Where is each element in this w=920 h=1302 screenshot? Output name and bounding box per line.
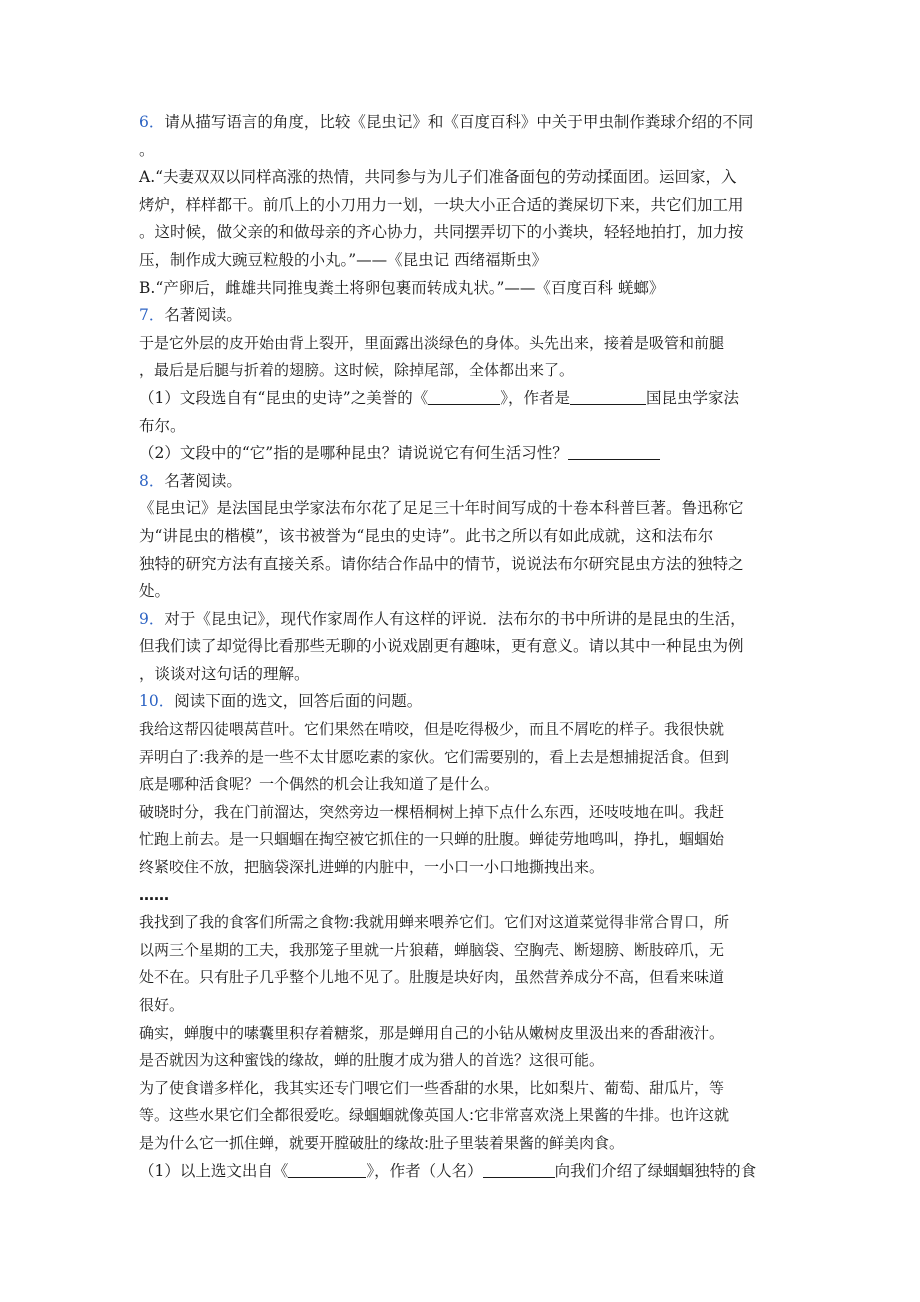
- q7-number: 7．: [139, 306, 165, 325]
- q10-passage-line: 弄明白了:我养的是一些不太甘愿吃素的家伙。它们需要别的，看上去是想捕捉活食。但到: [139, 747, 730, 766]
- q10-passage-line: 很好。: [139, 996, 185, 1014]
- q8-text-line: 独特的研究方法有直接关系。请你结合作品中的情节，说说法布尔研究昆虫方法的独特之: [139, 554, 744, 573]
- q6-option-a-line: 。这时候，做父亲的和做母亲的齐心协力，共同摆弄切下的小粪块，轻轻地拍打，加力按: [139, 223, 744, 242]
- q9-text-line: 但我们读了却觉得比看那些无聊的小说戏剧更有趣味，更有意义。请以其中一种昆虫为例: [139, 637, 744, 656]
- q7-sub2-line: [139, 440, 789, 468]
- q6-option-a-line: 烤炉，样样都干。前爪上的小刀用力一划，一块大小正合适的粪屎切下来，共它们加工用: [139, 195, 744, 214]
- q10-passage-line: 底是哪种活食呢？一个偶然的机会让我知道了是什么。: [139, 775, 500, 794]
- q10-sub1-text-b: 》，作者（人名）: [366, 1161, 483, 1180]
- q10-passage-line: 我给这帮囚徒喂莴苣叶。它们果然在啃咬，但是吃得极少，而且不屑吃的样子。我很快就: [139, 720, 725, 739]
- q7-sub1-text-c: 国昆虫学家法: [645, 388, 739, 407]
- q10-passage-line: 等。这些水果它们全都很爱吃。绿蝈蝈就像英国人:它非常喜欢浇上果酱的牛排。也许这就: [139, 1106, 730, 1125]
- q7-title-line: [139, 302, 789, 330]
- q9-number: 9．: [139, 609, 165, 628]
- worksheet-page: [139, 109, 789, 1185]
- q7-sub2-text: （2）文段中的“它”指的是哪种昆虫？请说说它有何生活习性？: [139, 444, 568, 463]
- q8-text-line: 处。: [139, 582, 171, 601]
- q7-sub2-answer-blank[interactable]: [568, 441, 660, 460]
- q10-sub1-line: [139, 1158, 789, 1186]
- q10-title-line: [139, 688, 789, 716]
- q6-option-b-line: B.“产卵后，雌雄共同推曳粪土将卵包裹而转成丸状。”——《百度百科 蜣螂》: [139, 278, 665, 297]
- q10-title: 阅读下面的选文，回答后面的问题。: [174, 692, 423, 711]
- q9-text-line: ，谈谈对这句话的理解。: [139, 664, 310, 683]
- q7-sub1-text-a: （1）文段选自有“昆虫的史诗”之美誉的《: [139, 388, 429, 407]
- q8-number: 8．: [139, 471, 165, 490]
- q10-sub1-text-a: （1）以上选文出自《: [139, 1161, 289, 1180]
- q7-book-title-blank[interactable]: [428, 386, 500, 405]
- q7-sub1-line-2: 布尔。: [139, 416, 186, 435]
- q6-stem-line-1: [139, 109, 789, 137]
- q10-passage-line: 是否就因为这种蜜饯的缘故，蝉的肚腹才成为猎人的首选？这很可能。: [139, 1051, 605, 1070]
- q8-text-line: 《昆虫记》是法国昆虫学家法布尔花了足足三十年时间写成的十卷本科普巨著。鲁迅称它: [139, 499, 744, 518]
- q10-passage-line: 我找到了我的食客们所需之食物:我就用蝉来喂养它们。它们对这道菜觉得非常合胃口，所: [139, 913, 730, 932]
- q9-text: 对于《昆虫记》，现代作家周作人有这样的评说．法布尔的书中所讲的是昆虫的生活，: [164, 609, 746, 628]
- q10-passage-line: 破晓时分，我在门前溜达，突然旁边一棵梧桐树上掉下点什么东西，还吱吱地在叫。我赶: [139, 802, 725, 821]
- q9-line-1: [139, 606, 789, 634]
- q6-stem-text: 请从描写语言的角度，比较《昆虫记》和《百度百科》中关于甲虫制作粪球介绍的不同: [164, 113, 754, 131]
- q6-option-a-line: A.“夫妻双双以同样高涨的热情，共同参与为儿子们准备面包的劳动揉面团。运回家，入: [139, 168, 737, 187]
- q10-passage-line: 忙跑上前去。是一只蝈蝈在掏空被它抓住的一只蝉的肚腹。蝉徒劳地鸣叫，挣扎，蝈蝈始: [139, 830, 725, 849]
- q10-passage-line: 终紧咬住不放，把脑袋深扎进蝉的内脏中，一小口一小口地撕拽出来。: [139, 858, 605, 877]
- q6-option-a-line: 压，制作成大豌豆粒般的小丸。”——《昆虫记 西绪福斯虫》: [139, 250, 548, 269]
- q7-passage-line: ，最后是后腿与折着的翅膀。这时候，除掉尾部，全体都出来了。: [139, 361, 575, 380]
- q10-passage-line: 确实，蝉腹中的嗉囊里积存着糖浆，那是蝉用自己的小钻从嫩树皮里汲出来的香甜液汁。: [139, 1023, 725, 1042]
- q10-author-blank[interactable]: [483, 1159, 555, 1178]
- q7-title: 名著阅读。: [164, 306, 242, 325]
- q10-passage-line: 处不在。只有肚子几乎整个儿地不见了。肚腹是块好肉，虽然营养成分不高，但看来味道: [139, 968, 725, 987]
- q10-passage-line: 是为什么它一抓住蝉，就要开膛破肚的缘故:肚子里装着果酱的鲜美肉食。: [139, 1133, 625, 1152]
- q10-number: 10．: [139, 692, 175, 711]
- q7-author-country-blank[interactable]: [570, 386, 646, 405]
- q8-text-line: 为“讲昆虫的楷模”，该书被誉为“昆虫的史诗”。此书之所以有如此成就，这和法布尔: [139, 526, 714, 545]
- q6-number: 6．: [139, 113, 165, 131]
- q10-sub1-text-c: 向我们介绍了绿蝈蝈独特的食: [554, 1161, 757, 1180]
- q10-passage-line: 为了使食谱多样化，我其实还专门喂它们一些香甜的水果，比如梨片、葡萄、甜瓜片，等: [139, 1078, 725, 1097]
- q7-sub1-line: [139, 385, 789, 413]
- q7-passage-line: 于是它外层的皮开始由背上裂开，里面露出淡绿色的身体。头先出来，接着是吸管和前腿: [139, 333, 725, 352]
- q8-title: 名著阅读。: [164, 471, 242, 490]
- q10-passage-line: 以两三个星期的工夫，我那笼子里就一片狼藉，蝉脑袋、空胸壳、断翅膀、断肢碎爪，无: [139, 940, 725, 959]
- q10-book-title-blank[interactable]: [288, 1159, 366, 1178]
- q7-sub1-text-b: 》，作者是: [500, 388, 570, 407]
- q10-ellipsis: ……: [139, 885, 169, 904]
- q6-stem-line-2: 。: [139, 140, 155, 159]
- q8-title-line: [139, 468, 789, 496]
